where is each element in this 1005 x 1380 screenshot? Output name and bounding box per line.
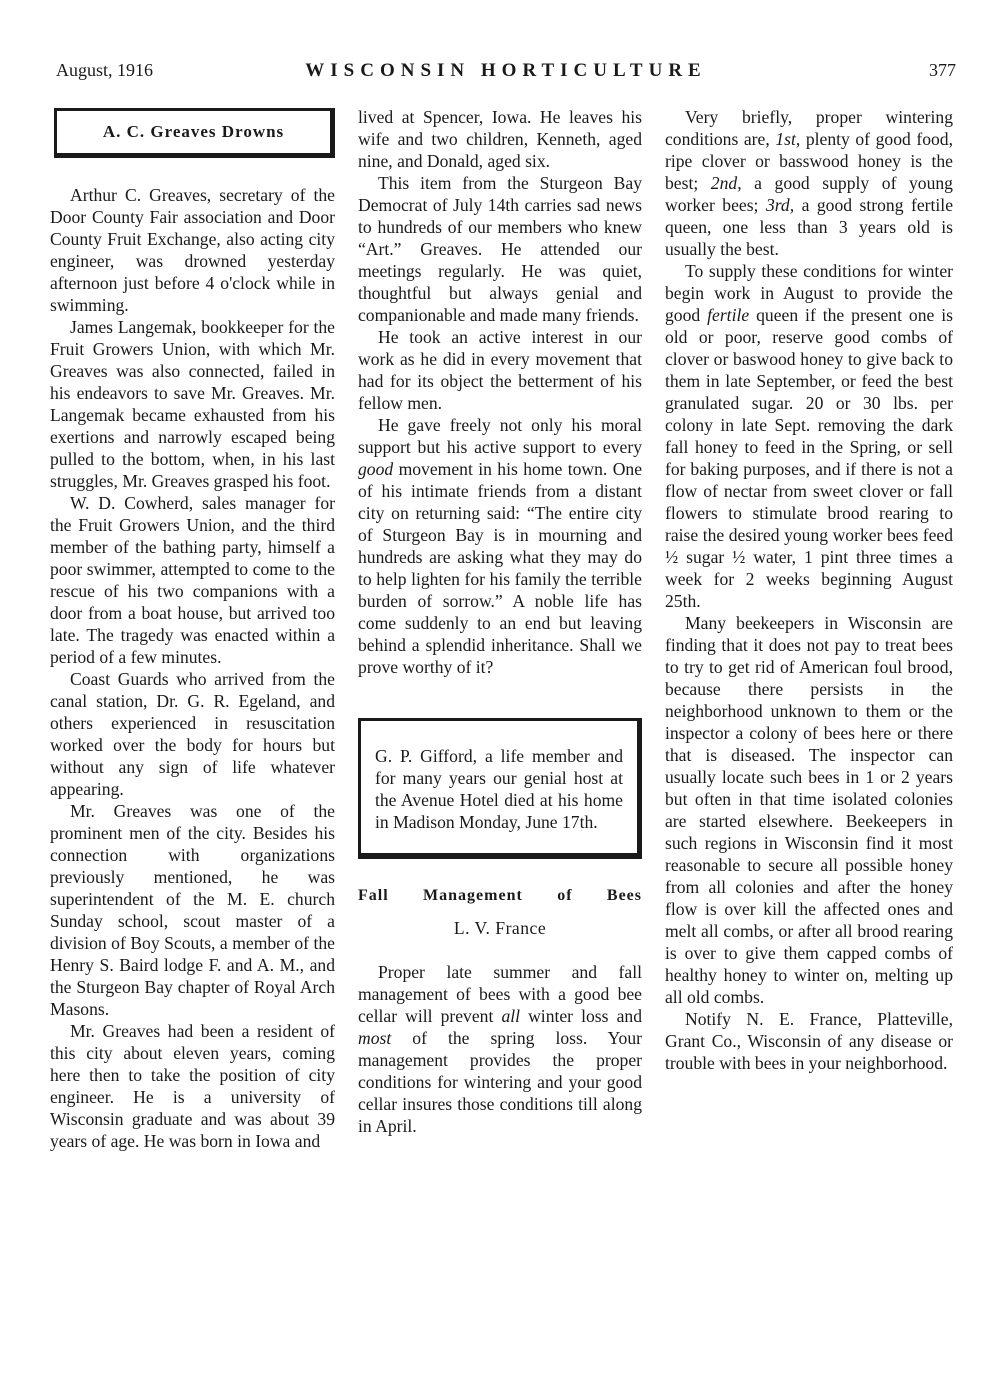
paragraph: James Langemak, bookkeeper for the Fruit Growers Union, with which Mr. Greaves was also connected, failed in his endeavors to save Mr. Greaves. Mr. Langemak became exhausted from his exertions and narrowly escaped being pulled to the bottom, when, in his last struggles, Mr. Greaves grasped his foot. [50, 317, 335, 491]
column-1 [50, 106, 335, 1152]
article-title-box [54, 108, 335, 158]
paragraph: Mr. Greaves was one of the prominent men of the city. Besides his connection with organizations previously mentioned, he was superintendent of the M. E. church Sunday school, scout master of a division of Boy Scouts, a member of the Henry S. Baird lodge F. and A. M., and the Sturgeon Bay chapter of Royal Arch Masons. [50, 801, 335, 1019]
paragraph: Proper late summer and fall management of bees with a good bee cellar will prevent all winter loss and most of the spring loss. Your management provides the proper conditions for wintering and your good cellar insures those conditions till along in April. [358, 962, 642, 1136]
issue-date: August, 1916 [56, 60, 154, 80]
paragraph: Coast Guards who arrived from the canal station, Dr. G. R. Egeland, and others experienced in resuscitation worked over the body for hours but without any sign of life whatever appearing. [50, 669, 335, 799]
article-heading: Fall Management of Bees [358, 887, 642, 904]
obituary-notice-box [358, 718, 642, 859]
journal-title: WISCONSIN HORTICULTURE [305, 60, 707, 81]
paragraph: Arthur C. Greaves, secretary of the Door County Fair association and Door County Fruit Exchange, also acting city engineer, was drowned yesterday afternoon just before 4 o'clock while in swimming. [50, 185, 335, 315]
paragraph: Very briefly, proper wintering conditions are, 1st, plenty of good food, ripe clover or basswood honey is the best; 2nd, a good supply of young worker bees; 3rd, a good strong fertile queen, one less than 3 years old is usually the best. [665, 107, 954, 259]
page-header [56, 60, 956, 92]
page-number: 377 [929, 60, 956, 80]
paragraph: Many beekeepers in Wisconsin are finding that it does not pay to treat bees to try to get rid of American foul brood, because there persists in the neighborhood unknown to them or the inspector a colony of bees here or there that is diseased. The inspector can usually locate such bees in 1 or 2 years but often in that time isolated colonies are started elsewhere. Beekeepers in such regions in Wisconsin find it most reasonable to secure all possible honey from all colonies and after the honey flow is over kill the affected ones and melt all combs, or after all brood rearing is over to give them capped combs of healthy honey to winter on, melting up all old combs. [665, 613, 953, 1007]
paragraph-continuation: lived at Spencer, Iowa. He leaves his wife and two children, Kenneth, aged nine, and Donald, aged six. [358, 107, 642, 171]
byline: L. V. France [453, 918, 547, 938]
article-title: A. C. Greaves Drowns [102, 122, 285, 141]
paragraph: He gave freely not only his moral support but his active support to every good movement in his home town. One of his intimate friends from a distant city on returning said: “The entire city of Sturgeon Bay is in mourning and hundreds are asking what they may do to help lighten for his family the terrible burden of sorrow.” A noble life has come suddenly to an end but leaving behind a splendid inheritance. Shall we prove worthy of it? [358, 415, 642, 677]
paragraph: He took an active interest in our work as he did in every movement that had for its object the betterment of his fellow men. [358, 327, 642, 413]
paragraph: To supply these conditions for winter begin work in August to provide the good fertile queen if the present one is old or poor, reserve good combs of clover or baswood honey to give back to them in late September, or feed the best granulated sugar. 20 or 30 lbs. per colony in late Sept. removing the dark fall honey to feed in the Spring, or sell for baking purposes, and if there is not a flow of nectar from sweet clover or fall flowers to stimulate brood rearing to raise the desired young worker bees feed ½ sugar ½ water, 1 pint three times a week for 2 weeks beginning August 25th. [665, 261, 953, 611]
paragraph: This item from the Sturgeon Bay Democrat of July 14th carries sad news to hundreds of our members who knew “Art.” Greaves. He attended our meetings regularly. He was quiet, thoughtful but always genial and companionable and made many friends. [358, 173, 642, 325]
paragraph: Mr. Greaves had been a resident of this city about eleven years, coming here then to take the position of city engineer. He is a university of Wisconsin graduate and was about 39 years of age. He was born in Iowa and [50, 1021, 335, 1151]
paragraph: Notify N. E. France, Platteville, Grant Co., Wisconsin of any disease or trouble with bees in your neighborhood. [665, 1009, 953, 1073]
column-3 [665, 106, 953, 1074]
paragraph: W. D. Cowherd, sales manager for the Fruit Growers Union, and the third member of the bathing party, himself a poor swimmer, attempted to come to the rescue of his two companions with a door from a boat house, but arrived too late. The tragedy was enacted within a period of a few minutes. [50, 493, 335, 667]
column-2 [358, 106, 642, 1137]
notice-text: G. P. Gifford, a life member and for many years our genial host at the Avenue Hotel died at his home in Madison Monday, June 17th. [375, 746, 623, 832]
